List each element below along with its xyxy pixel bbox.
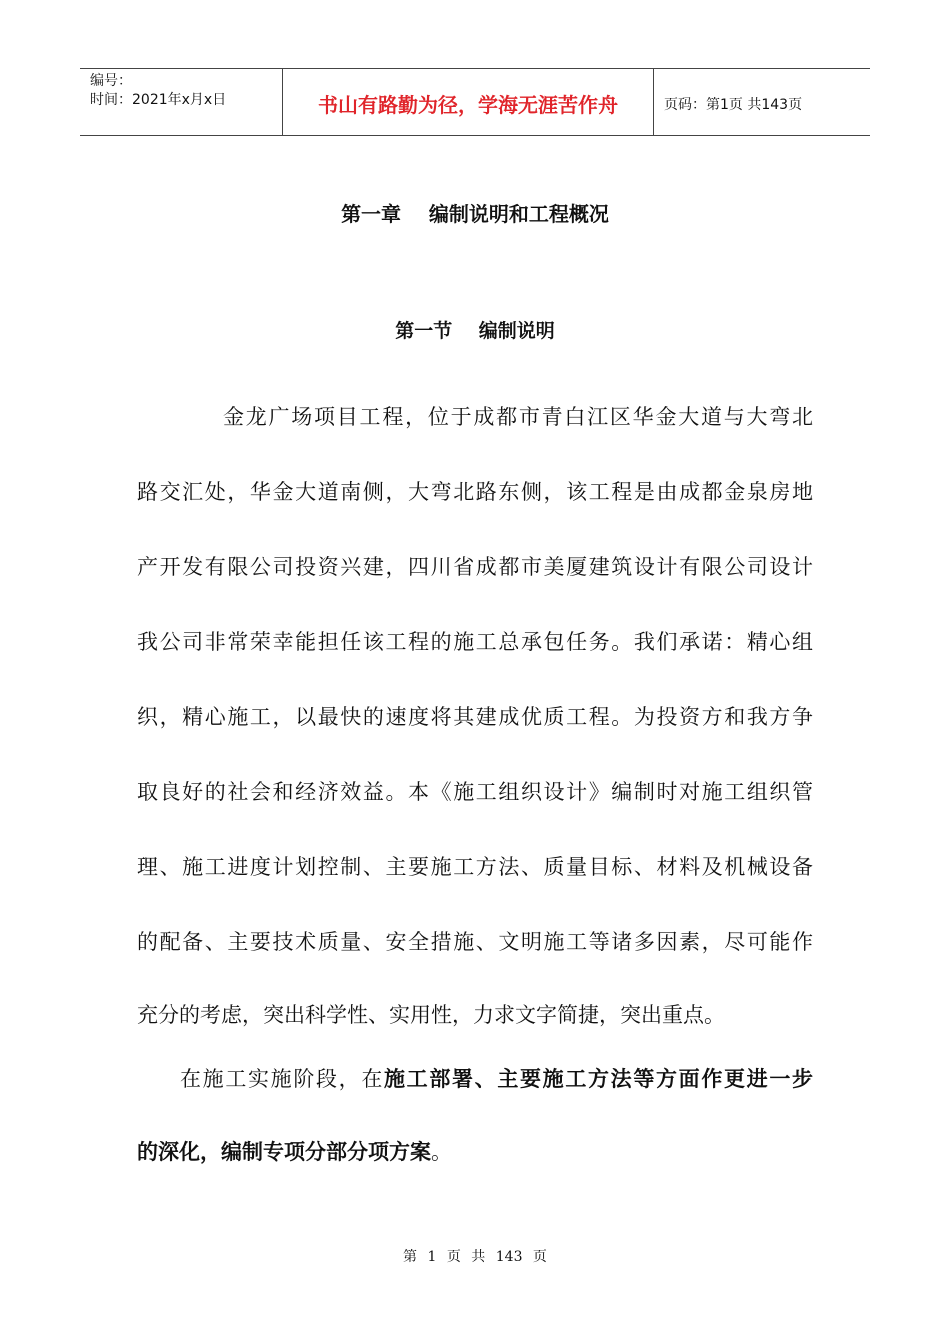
paragraph-line: 金龙广场项目工程，位于成都市青白江区华金大道与大弯北	[223, 405, 813, 429]
paragraph-line	[180, 1065, 813, 1093]
header-motto: 书山有路勤为径，学海无涯苦作舟	[282, 69, 654, 135]
paragraph-text: 。	[431, 1140, 452, 1164]
document-header	[80, 68, 870, 136]
paragraph-line: 充分的考虑，突出科学性、实用性，力求文字简捷，突出重点。	[137, 1003, 725, 1027]
document-number-label: 编号：	[90, 73, 132, 89]
paragraph-line	[137, 1138, 813, 1166]
paragraph-bold-text: 施工部署、主要施工方法等方面作更进一步	[384, 1066, 813, 1091]
paragraph-text: 在施工实施阶段，在	[180, 1067, 384, 1091]
paragraph-line: 的配备、主要技术质量、安全措施、文明施工等诸多因素，尽可能作	[137, 930, 813, 954]
chapter-title: 第一章 编制说明和工程概况	[341, 202, 609, 226]
paragraph-line: 我公司非常荣幸能担任该工程的施工总承包任务。我们承诺：精心组	[137, 630, 813, 654]
section-title: 第一节 编制说明	[395, 320, 555, 342]
paragraph-bold-text: 的深化，编制专项分部分项方案	[137, 1139, 431, 1164]
paragraph-line: 织，精心施工，以最快的速度将其建成优质工程。为投资方和我方争	[137, 705, 813, 729]
header-page-info: 页码：第1页 共143页	[664, 97, 803, 113]
paragraph-line: 取良好的社会和经济效益。本《施工组织设计》编制时对施工组织管	[137, 780, 813, 804]
paragraph-line: 路交汇处，华金大道南侧，大弯北路东侧，该工程是由成都金泉房地	[137, 480, 813, 504]
document-date: 时间：2021年x月x日	[90, 92, 227, 108]
paragraph-line: 理、施工进度计划控制、主要施工方法、质量目标、材料及机械设备	[137, 855, 813, 879]
paragraph-line: 产开发有限公司投资兴建，四川省成都市美厦建筑设计有限公司设计	[137, 555, 813, 579]
page-footer: 第 1 页 共 143 页	[403, 1249, 547, 1265]
header-meta	[80, 69, 282, 135]
